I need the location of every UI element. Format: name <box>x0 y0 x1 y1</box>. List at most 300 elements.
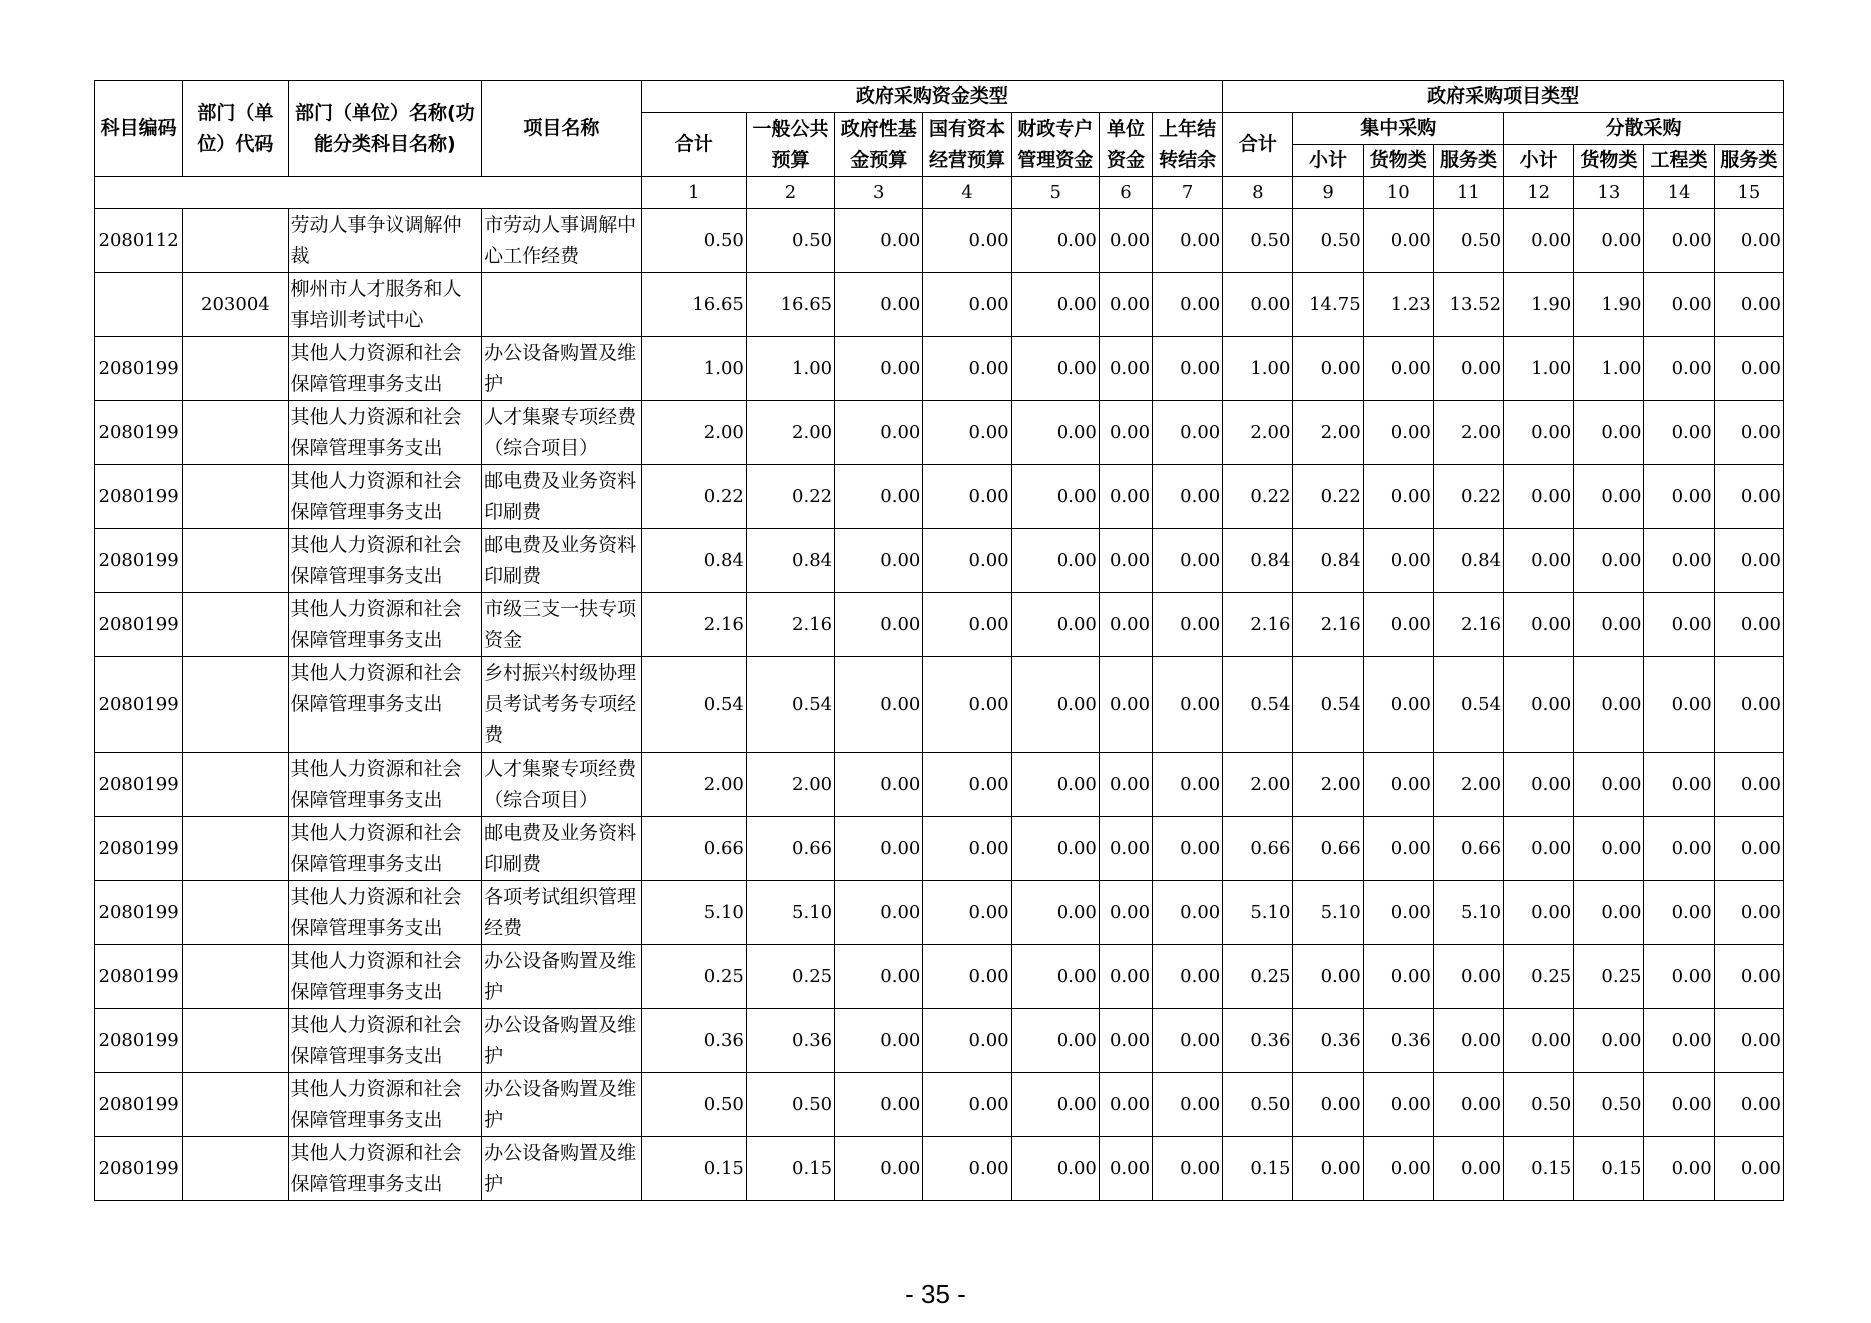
amount-cell: 1.00 <box>1574 337 1644 401</box>
header-general-budget: 一般公共预算 <box>746 113 834 177</box>
amount-cell: 0.54 <box>641 657 746 753</box>
amount-cell: 0.54 <box>1293 657 1363 753</box>
column-index: 7 <box>1153 177 1223 209</box>
amount-cell: 0.00 <box>1011 945 1099 1009</box>
amount-cell: 0.15 <box>641 1137 746 1201</box>
table-body <box>95 209 1784 1201</box>
amount-cell: 0.00 <box>1099 337 1152 401</box>
amount-cell: 0.00 <box>1363 817 1433 881</box>
header-c-goods: 货物类 <box>1363 145 1433 177</box>
amount-cell: 0.00 <box>1011 209 1099 273</box>
amount-cell: 0.00 <box>1714 817 1783 881</box>
amount-cell: 0.00 <box>1293 945 1363 1009</box>
amount-cell: 0.84 <box>1223 529 1293 593</box>
amount-cell: 0.00 <box>1714 337 1783 401</box>
project-name-cell: 人才集聚专项经费（综合项目） <box>482 401 641 465</box>
amount-cell: 0.66 <box>1433 817 1503 881</box>
amount-cell: 0.00 <box>1153 529 1223 593</box>
amount-cell: 0.84 <box>1293 529 1363 593</box>
amount-cell: 0.50 <box>746 209 834 273</box>
subject-code-cell: 2080199 <box>95 337 183 401</box>
amount-cell: 0.00 <box>1574 881 1644 945</box>
table-row <box>95 881 1784 945</box>
dept-code-cell <box>183 817 288 881</box>
column-index: 6 <box>1099 177 1152 209</box>
amount-cell: 0.00 <box>923 529 1011 593</box>
amount-cell: 0.00 <box>835 529 923 593</box>
amount-cell: 0.00 <box>1644 1137 1714 1201</box>
amount-cell: 0.00 <box>1363 209 1433 273</box>
header-unit-fund: 单位资金 <box>1099 113 1152 177</box>
dept-code-cell <box>183 593 288 657</box>
amount-cell: 0.00 <box>1644 1073 1714 1137</box>
amount-cell: 0.36 <box>641 1009 746 1073</box>
column-index: 4 <box>923 177 1011 209</box>
amount-cell: 0.25 <box>1223 945 1293 1009</box>
amount-cell: 0.54 <box>746 657 834 753</box>
amount-cell: 0.00 <box>1011 337 1099 401</box>
amount-cell: 0.00 <box>835 337 923 401</box>
header-d-subtotal: 小计 <box>1504 145 1574 177</box>
amount-cell: 0.66 <box>641 817 746 881</box>
column-index: 3 <box>835 177 923 209</box>
amount-cell: 0.00 <box>835 753 923 817</box>
project-name-cell: 市级三支一扶专项资金 <box>482 593 641 657</box>
amount-cell: 0.00 <box>1714 1009 1783 1073</box>
amount-cell: 0.00 <box>1099 1009 1152 1073</box>
column-index: 8 <box>1223 177 1293 209</box>
amount-cell: 0.00 <box>1644 817 1714 881</box>
amount-cell: 0.36 <box>1363 1009 1433 1073</box>
amount-cell: 0.00 <box>923 657 1011 753</box>
amount-cell: 0.00 <box>835 1137 923 1201</box>
column-index: 15 <box>1714 177 1783 209</box>
amount-cell: 0.00 <box>835 401 923 465</box>
table-row <box>95 1073 1784 1137</box>
amount-cell: 0.84 <box>1433 529 1503 593</box>
amount-cell: 0.00 <box>923 1073 1011 1137</box>
header-dept-code: 部门（单位）代码 <box>183 81 288 177</box>
amount-cell: 2.00 <box>1433 753 1503 817</box>
amount-cell: 0.00 <box>1099 465 1152 529</box>
dept-code-cell <box>183 209 288 273</box>
column-index: 1 <box>641 177 746 209</box>
table-row <box>95 273 1784 337</box>
amount-cell: 0.00 <box>1363 881 1433 945</box>
header-gov-fund: 政府性基金预算 <box>835 113 923 177</box>
header-d-goods: 货物类 <box>1574 145 1644 177</box>
amount-cell: 0.00 <box>1099 1137 1152 1201</box>
header-project-type-group: 政府采购项目类型 <box>1223 81 1784 113</box>
amount-cell: 0.66 <box>746 817 834 881</box>
amount-cell: 1.00 <box>1223 337 1293 401</box>
table-row <box>95 209 1784 273</box>
amount-cell: 0.50 <box>641 209 746 273</box>
amount-cell: 16.65 <box>746 273 834 337</box>
amount-cell: 0.00 <box>923 401 1011 465</box>
subject-code-cell: 2080199 <box>95 1009 183 1073</box>
amount-cell: 0.00 <box>1644 945 1714 1009</box>
project-name-cell: 办公设备购置及维护 <box>482 337 641 401</box>
amount-cell: 0.00 <box>1504 1009 1574 1073</box>
project-name-cell: 人才集聚专项经费（综合项目） <box>482 753 641 817</box>
column-index: 5 <box>1011 177 1099 209</box>
project-name-cell: 邮电费及业务资料印刷费 <box>482 465 641 529</box>
amount-cell: 0.00 <box>1714 529 1783 593</box>
header-state-capital: 国有资本经营预算 <box>923 113 1011 177</box>
amount-cell: 0.00 <box>1011 401 1099 465</box>
amount-cell: 0.15 <box>1574 1137 1644 1201</box>
amount-cell: 0.00 <box>835 945 923 1009</box>
table-row <box>95 817 1784 881</box>
amount-cell: 0.00 <box>1714 273 1783 337</box>
dept-code-cell <box>183 1073 288 1137</box>
header-c-service: 服务类 <box>1433 145 1503 177</box>
dept-code-cell <box>183 945 288 1009</box>
amount-cell: 0.00 <box>1504 817 1574 881</box>
header-subject-code: 科目编码 <box>95 81 183 177</box>
amount-cell: 0.00 <box>1099 401 1152 465</box>
amount-cell: 0.00 <box>1153 1009 1223 1073</box>
amount-cell: 2.16 <box>641 593 746 657</box>
amount-cell: 0.00 <box>1223 273 1293 337</box>
dept-name-cell: 其他人力资源和社会保障管理事务支出 <box>288 1073 482 1137</box>
amount-cell: 0.00 <box>1293 1137 1363 1201</box>
amount-cell: 0.00 <box>835 1073 923 1137</box>
amount-cell: 0.00 <box>835 881 923 945</box>
amount-cell: 0.00 <box>1153 593 1223 657</box>
amount-cell: 0.00 <box>1574 817 1644 881</box>
header-d-project: 工程类 <box>1644 145 1714 177</box>
amount-cell: 0.00 <box>1574 209 1644 273</box>
amount-cell: 0.50 <box>1293 209 1363 273</box>
dept-code-cell <box>183 1137 288 1201</box>
project-name-cell: 邮电费及业务资料印刷费 <box>482 817 641 881</box>
amount-cell: 0.00 <box>1363 1073 1433 1137</box>
amount-cell: 0.00 <box>923 753 1011 817</box>
amount-cell: 0.54 <box>1433 657 1503 753</box>
amount-cell: 0.00 <box>1714 1137 1783 1201</box>
amount-cell: 2.16 <box>1223 593 1293 657</box>
amount-cell: 0.22 <box>1433 465 1503 529</box>
amount-cell: 0.00 <box>1363 753 1433 817</box>
dept-name-cell: 其他人力资源和社会保障管理事务支出 <box>288 817 482 881</box>
amount-cell: 0.00 <box>923 1009 1011 1073</box>
amount-cell: 0.84 <box>746 529 834 593</box>
amount-cell: 0.00 <box>1153 337 1223 401</box>
dept-code-cell <box>183 753 288 817</box>
amount-cell: 0.00 <box>923 1137 1011 1201</box>
amount-cell: 0.00 <box>1011 657 1099 753</box>
amount-cell: 0.00 <box>1011 817 1099 881</box>
amount-cell: 0.00 <box>1504 529 1574 593</box>
amount-cell: 0.00 <box>1153 1073 1223 1137</box>
amount-cell: 0.00 <box>1574 753 1644 817</box>
amount-cell: 0.00 <box>1153 273 1223 337</box>
procurement-budget-table <box>94 80 1784 1201</box>
table-header <box>95 81 1784 209</box>
amount-cell: 0.00 <box>1433 945 1503 1009</box>
amount-cell: 0.00 <box>1504 401 1574 465</box>
amount-cell: 0.25 <box>1574 945 1644 1009</box>
dept-code-cell <box>183 881 288 945</box>
amount-cell: 0.00 <box>1504 465 1574 529</box>
amount-cell: 0.00 <box>1363 529 1433 593</box>
amount-cell: 0.00 <box>1363 657 1433 753</box>
dept-name-cell: 其他人力资源和社会保障管理事务支出 <box>288 401 482 465</box>
dept-name-cell: 其他人力资源和社会保障管理事务支出 <box>288 945 482 1009</box>
column-index: 10 <box>1363 177 1433 209</box>
amount-cell: 0.50 <box>1223 209 1293 273</box>
amount-cell: 0.00 <box>923 337 1011 401</box>
project-name-cell: 乡村振兴村级协理员考试考务专项经费 <box>482 657 641 753</box>
amount-cell: 0.00 <box>1504 593 1574 657</box>
amount-cell: 0.00 <box>1644 1009 1714 1073</box>
amount-cell: 0.00 <box>835 817 923 881</box>
amount-cell: 0.00 <box>1153 209 1223 273</box>
amount-cell: 0.22 <box>746 465 834 529</box>
subject-code-cell: 2080199 <box>95 1137 183 1201</box>
amount-cell: 1.90 <box>1574 273 1644 337</box>
amount-cell: 0.00 <box>1574 529 1644 593</box>
header-carryover: 上年结转结余 <box>1153 113 1223 177</box>
project-name-cell: 市劳动人事调解中心工作经费 <box>482 209 641 273</box>
amount-cell: 5.10 <box>1433 881 1503 945</box>
amount-cell: 1.00 <box>746 337 834 401</box>
amount-cell: 0.00 <box>1504 881 1574 945</box>
dept-code-cell <box>183 465 288 529</box>
subject-code-cell: 2080199 <box>95 753 183 817</box>
table-row <box>95 753 1784 817</box>
amount-cell: 0.15 <box>746 1137 834 1201</box>
amount-cell: 0.00 <box>1293 1073 1363 1137</box>
amount-cell: 2.16 <box>1433 593 1503 657</box>
amount-cell: 0.00 <box>1363 593 1433 657</box>
dept-name-cell: 其他人力资源和社会保障管理事务支出 <box>288 1137 482 1201</box>
amount-cell: 0.00 <box>1153 945 1223 1009</box>
amount-cell: 1.23 <box>1363 273 1433 337</box>
header-total2: 合计 <box>1223 113 1293 177</box>
page-number: - 35 - <box>905 1279 966 1309</box>
amount-cell: 0.00 <box>1714 593 1783 657</box>
amount-cell: 2.16 <box>746 593 834 657</box>
amount-cell: 0.50 <box>1223 1073 1293 1137</box>
amount-cell: 0.00 <box>1574 465 1644 529</box>
amount-cell: 13.52 <box>1433 273 1503 337</box>
amount-cell: 0.00 <box>1433 1009 1503 1073</box>
table-row <box>95 1009 1784 1073</box>
amount-cell: 0.00 <box>1011 1137 1099 1201</box>
amount-cell: 0.00 <box>1153 753 1223 817</box>
dept-code-cell <box>183 657 288 753</box>
amount-cell: 0.00 <box>1011 465 1099 529</box>
amount-cell: 0.00 <box>1433 337 1503 401</box>
subject-code-cell <box>95 273 183 337</box>
amount-cell: 0.00 <box>1644 209 1714 273</box>
amount-cell: 0.00 <box>1644 593 1714 657</box>
project-name-cell: 办公设备购置及维护 <box>482 1137 641 1201</box>
dept-code-cell: 203004 <box>183 273 288 337</box>
project-name-cell: 邮电费及业务资料印刷费 <box>482 529 641 593</box>
amount-cell: 5.10 <box>1293 881 1363 945</box>
dept-name-cell: 其他人力资源和社会保障管理事务支出 <box>288 337 482 401</box>
project-name-cell <box>482 273 641 337</box>
subject-code-cell: 2080112 <box>95 209 183 273</box>
amount-cell: 0.00 <box>1153 1137 1223 1201</box>
dept-name-cell: 其他人力资源和社会保障管理事务支出 <box>288 593 482 657</box>
amount-cell: 0.00 <box>1153 657 1223 753</box>
amount-cell: 14.75 <box>1293 273 1363 337</box>
column-index: 13 <box>1574 177 1644 209</box>
amount-cell: 0.66 <box>1223 817 1293 881</box>
amount-cell: 0.54 <box>1223 657 1293 753</box>
subject-code-cell: 2080199 <box>95 945 183 1009</box>
amount-cell: 0.00 <box>923 817 1011 881</box>
amount-cell: 0.00 <box>835 209 923 273</box>
amount-cell: 0.00 <box>1644 753 1714 817</box>
dept-code-cell <box>183 401 288 465</box>
dept-name-cell: 其他人力资源和社会保障管理事务支出 <box>288 465 482 529</box>
table-row <box>95 593 1784 657</box>
amount-cell: 0.00 <box>1433 1137 1503 1201</box>
amount-cell: 0.50 <box>1504 1073 1574 1137</box>
amount-cell: 0.25 <box>746 945 834 1009</box>
amount-cell: 0.22 <box>1223 465 1293 529</box>
table-row <box>95 945 1784 1009</box>
amount-cell: 0.00 <box>923 465 1011 529</box>
amount-cell: 0.00 <box>1099 753 1152 817</box>
amount-cell: 0.00 <box>1504 657 1574 753</box>
dept-name-cell: 其他人力资源和社会保障管理事务支出 <box>288 1009 482 1073</box>
header-centralized: 集中采购 <box>1293 113 1504 145</box>
project-name-cell: 办公设备购置及维护 <box>482 945 641 1009</box>
amount-cell: 0.00 <box>1714 209 1783 273</box>
amount-cell: 5.10 <box>1223 881 1293 945</box>
amount-cell: 0.00 <box>1714 753 1783 817</box>
amount-cell: 0.00 <box>1011 1009 1099 1073</box>
header-project-name: 项目名称 <box>482 81 641 177</box>
subject-code-cell: 2080199 <box>95 817 183 881</box>
amount-cell: 2.00 <box>641 753 746 817</box>
amount-cell: 2.00 <box>1223 753 1293 817</box>
amount-cell: 0.00 <box>1714 1073 1783 1137</box>
amount-cell: 0.00 <box>1644 273 1714 337</box>
amount-cell: 2.00 <box>1293 753 1363 817</box>
header-fund-type-group: 政府采购资金类型 <box>641 81 1223 113</box>
amount-cell: 0.36 <box>746 1009 834 1073</box>
amount-cell: 0.00 <box>1644 529 1714 593</box>
amount-cell: 0.36 <box>1223 1009 1293 1073</box>
amount-cell: 0.50 <box>746 1073 834 1137</box>
amount-cell: 0.00 <box>1099 209 1152 273</box>
amount-cell: 0.00 <box>1504 209 1574 273</box>
amount-cell: 0.00 <box>1153 817 1223 881</box>
amount-cell: 0.00 <box>1714 401 1783 465</box>
amount-cell: 0.66 <box>1293 817 1363 881</box>
amount-cell: 0.00 <box>1011 753 1099 817</box>
dept-name-cell: 其他人力资源和社会保障管理事务支出 <box>288 529 482 593</box>
column-index: 14 <box>1644 177 1714 209</box>
amount-cell: 0.00 <box>1714 881 1783 945</box>
subject-code-cell: 2080199 <box>95 881 183 945</box>
header-dept-name: 部门（单位）名称(功能分类科目名称) <box>288 81 482 177</box>
amount-cell: 0.00 <box>1363 401 1433 465</box>
amount-cell: 16.65 <box>641 273 746 337</box>
column-index: 12 <box>1504 177 1574 209</box>
dept-name-cell: 其他人力资源和社会保障管理事务支出 <box>288 753 482 817</box>
column-index-row <box>95 177 1784 209</box>
dept-code-cell <box>183 529 288 593</box>
project-name-cell: 办公设备购置及维护 <box>482 1009 641 1073</box>
header-decentralized: 分散采购 <box>1504 113 1784 145</box>
column-index: 9 <box>1293 177 1363 209</box>
amount-cell: 0.00 <box>1153 401 1223 465</box>
amount-cell: 0.25 <box>1504 945 1574 1009</box>
amount-cell: 0.22 <box>1293 465 1363 529</box>
amount-cell: 0.00 <box>1644 657 1714 753</box>
amount-cell: 0.50 <box>1574 1073 1644 1137</box>
amount-cell: 2.00 <box>1293 401 1363 465</box>
amount-cell: 0.00 <box>1011 529 1099 593</box>
table-row <box>95 529 1784 593</box>
amount-cell: 2.00 <box>641 401 746 465</box>
amount-cell: 0.00 <box>1644 881 1714 945</box>
amount-cell: 2.00 <box>746 753 834 817</box>
amount-cell: 0.00 <box>1011 1073 1099 1137</box>
amount-cell: 0.00 <box>1433 1073 1503 1137</box>
amount-cell: 0.00 <box>835 273 923 337</box>
amount-cell: 0.00 <box>1574 1009 1644 1073</box>
amount-cell: 0.00 <box>1714 465 1783 529</box>
header-c-subtotal: 小计 <box>1293 145 1363 177</box>
subject-code-cell: 2080199 <box>95 593 183 657</box>
amount-cell: 0.15 <box>1504 1137 1574 1201</box>
subject-code-cell: 2080199 <box>95 657 183 753</box>
amount-cell: 0.15 <box>1223 1137 1293 1201</box>
dept-name-cell: 其他人力资源和社会保障管理事务支出 <box>288 881 482 945</box>
amount-cell: 1.00 <box>1504 337 1574 401</box>
amount-cell: 5.10 <box>641 881 746 945</box>
amount-cell: 0.00 <box>923 209 1011 273</box>
dept-code-cell <box>183 1009 288 1073</box>
amount-cell: 0.00 <box>1363 945 1433 1009</box>
subject-code-cell: 2080199 <box>95 529 183 593</box>
amount-cell: 0.00 <box>923 945 1011 1009</box>
amount-cell: 0.00 <box>1099 817 1152 881</box>
amount-cell: 0.36 <box>1293 1009 1363 1073</box>
column-index: 11 <box>1433 177 1503 209</box>
amount-cell: 0.00 <box>1099 945 1152 1009</box>
amount-cell: 0.25 <box>641 945 746 1009</box>
amount-cell: 0.00 <box>923 273 1011 337</box>
amount-cell: 5.10 <box>746 881 834 945</box>
amount-cell: 0.00 <box>923 593 1011 657</box>
subject-code-cell: 2080199 <box>95 1073 183 1137</box>
amount-cell: 0.00 <box>1153 465 1223 529</box>
amount-cell: 0.00 <box>1644 465 1714 529</box>
amount-cell: 0.00 <box>1011 593 1099 657</box>
amount-cell: 0.00 <box>1099 657 1152 753</box>
amount-cell: 0.22 <box>641 465 746 529</box>
amount-cell: 0.00 <box>923 881 1011 945</box>
amount-cell: 2.16 <box>1293 593 1363 657</box>
index-blank <box>95 177 642 209</box>
amount-cell: 0.50 <box>641 1073 746 1137</box>
amount-cell: 0.00 <box>1099 1073 1152 1137</box>
amount-cell: 2.00 <box>1223 401 1293 465</box>
amount-cell: 0.00 <box>1293 337 1363 401</box>
table-row <box>95 657 1784 753</box>
